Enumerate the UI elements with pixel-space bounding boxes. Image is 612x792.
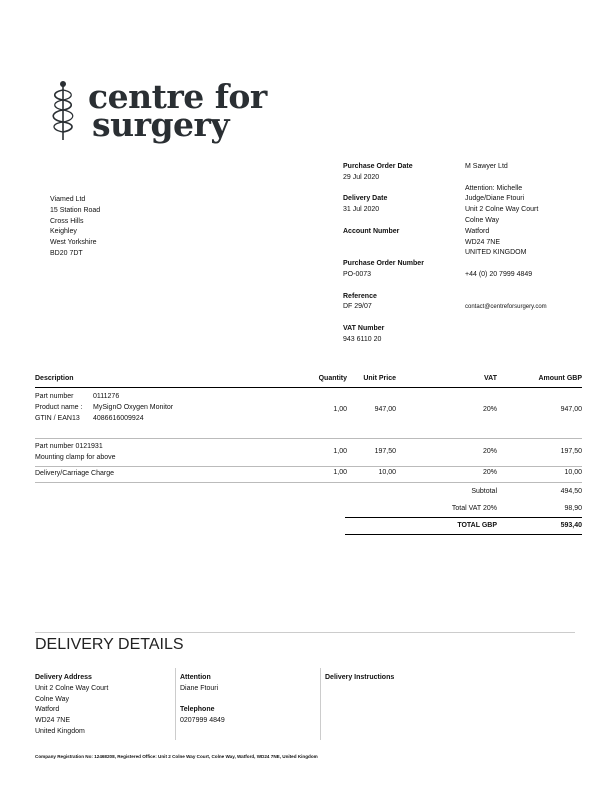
delivery-address bbox=[35, 673, 108, 738]
supplier-phone: +44 (0) 20 7999 4849 bbox=[465, 270, 533, 278]
row-amount: 197,50 bbox=[560, 448, 582, 455]
recipient-line: Viamed Ltd bbox=[50, 196, 86, 203]
reference-label: Reference bbox=[343, 292, 377, 300]
row-value: MySignO Oxygen Monitor bbox=[93, 403, 174, 411]
delivery-date: 31 Jul 2020 bbox=[343, 206, 380, 214]
row-unit-price: 197,50 bbox=[374, 448, 396, 455]
total-label: TOTAL GBP bbox=[457, 522, 497, 529]
header-unit-price: Unit Price bbox=[363, 375, 396, 382]
delivery-attention bbox=[180, 673, 225, 727]
supplier-line: Unit 2 Colne Way Court bbox=[465, 206, 539, 214]
header-vat: VAT bbox=[484, 375, 497, 382]
total-vat-label: Total VAT 20% bbox=[451, 505, 497, 512]
header-quantity: Quantity bbox=[318, 375, 347, 382]
footer-company-info: Company Registration No: 12468208, Registered Office: Unit 2 Colne Way Court, Colne Way, Watford, WD24 7NE, United Kingdom bbox=[35, 754, 318, 759]
row-label: Mounting clamp for above bbox=[35, 453, 116, 461]
subtotal-value: 494,50 bbox=[560, 488, 582, 495]
row-quantity: 1,00 bbox=[333, 406, 347, 413]
row-label: Delivery/Carriage Charge bbox=[35, 470, 114, 477]
supplier-line: Watford bbox=[465, 227, 490, 235]
delivery-address-line: Colne Way bbox=[35, 695, 69, 703]
delivery-instructions-label: Delivery Instructions bbox=[325, 674, 395, 681]
supplier-line: Attention: Michelle bbox=[465, 184, 523, 192]
supplier-line: WD24 7NE bbox=[465, 238, 501, 246]
total-vat-value: 98,90 bbox=[564, 505, 582, 512]
row-label: Part number 0121931 bbox=[35, 443, 103, 450]
row-value: 4086616009924 bbox=[93, 414, 144, 422]
attention-value: Diane Ftouri bbox=[180, 684, 219, 692]
recipient-line: West Yorkshire bbox=[50, 239, 97, 247]
caduceus-icon bbox=[48, 80, 78, 142]
table-row bbox=[35, 442, 582, 464]
row-amount: 10,00 bbox=[564, 469, 582, 476]
recipient-address bbox=[50, 195, 100, 260]
vat-number-label: VAT Number bbox=[343, 324, 385, 332]
logo-line1: centre for bbox=[88, 77, 267, 116]
row-quantity: 1,00 bbox=[333, 448, 347, 455]
row-label: Part number bbox=[35, 393, 74, 400]
po-date: 29 Jul 2020 bbox=[343, 173, 380, 181]
subtotal-label: Subtotal bbox=[471, 488, 497, 495]
supplier-line: UNITED KINGDOM bbox=[465, 249, 527, 257]
delivery-details-title: DELIVERY DETAILS bbox=[35, 636, 184, 653]
delivery-address-line: Watford bbox=[35, 706, 60, 714]
logo-line2: surgery bbox=[92, 105, 230, 144]
recipient-line: Keighley bbox=[50, 228, 77, 236]
row-vat: 20% bbox=[482, 406, 497, 413]
recipient-line: Cross Hills bbox=[50, 217, 84, 225]
row-unit-price: 10,00 bbox=[378, 469, 396, 476]
table-row bbox=[35, 469, 582, 480]
recipient-line: 15 Station Road bbox=[50, 206, 101, 214]
po-number: PO-0073 bbox=[343, 270, 372, 278]
row-label: GTIN / EAN13 bbox=[35, 414, 80, 422]
delivery-address-line: United Kingdom bbox=[35, 727, 85, 735]
row-vat: 20% bbox=[482, 469, 497, 476]
row-label: Product name : bbox=[35, 403, 83, 411]
recipient-line: BD20 7DT bbox=[50, 249, 83, 257]
po-number-label: Purchase Order Number bbox=[343, 260, 424, 268]
delivery-address-label: Delivery Address bbox=[35, 674, 92, 681]
table-row bbox=[35, 392, 582, 424]
vat-number: 943 6110 20 bbox=[343, 335, 382, 343]
line-items-table bbox=[35, 375, 582, 545]
delivery-instructions bbox=[325, 673, 394, 684]
account-number-label: Account Number bbox=[343, 227, 400, 235]
supplier-line: Judge/Diane Ftouri bbox=[465, 195, 525, 203]
delivery-address-line: WD24 7NE bbox=[35, 717, 71, 725]
reference: DF 29/07 bbox=[343, 303, 372, 311]
supplier-name: M Sawyer Ltd bbox=[465, 163, 508, 170]
telephone-value: 0207999 4849 bbox=[180, 717, 225, 725]
row-amount: 947,00 bbox=[560, 406, 582, 413]
delivery-date-label: Delivery Date bbox=[343, 195, 388, 203]
attention-label: Attention bbox=[180, 674, 211, 681]
supplier-email[interactable]: contact@centreforsurgery.com bbox=[465, 304, 547, 311]
supplier-line: Colne Way bbox=[465, 216, 499, 224]
total-value: 593,40 bbox=[560, 522, 582, 529]
row-quantity: 1,00 bbox=[333, 469, 347, 476]
row-vat: 20% bbox=[482, 448, 497, 455]
order-info bbox=[343, 162, 424, 346]
po-date-label: Purchase Order Date bbox=[343, 163, 413, 170]
header-amount: Amount GBP bbox=[538, 375, 582, 382]
row-unit-price: 947,00 bbox=[374, 406, 396, 413]
delivery-address-line: Unit 2 Colne Way Court bbox=[35, 684, 109, 692]
telephone-label: Telephone bbox=[180, 706, 215, 714]
row-value: 0111276 bbox=[93, 393, 120, 400]
supplier-info bbox=[465, 162, 547, 313]
header-description: Description bbox=[35, 375, 74, 382]
